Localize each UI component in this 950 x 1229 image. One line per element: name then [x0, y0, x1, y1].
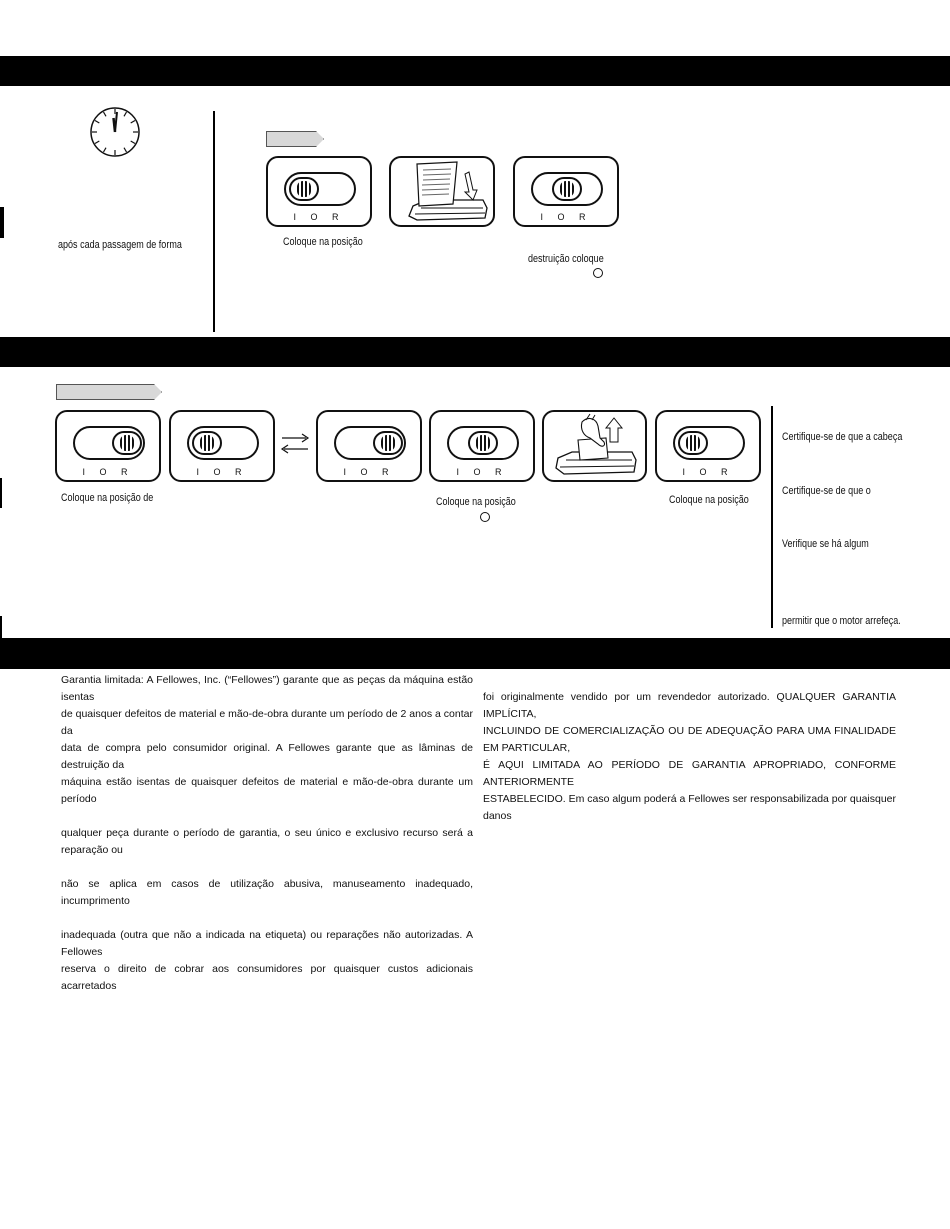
switch-knob-icon — [112, 431, 142, 455]
switch-legend: I O R — [293, 212, 345, 222]
paper-feed-icon — [391, 158, 493, 225]
toggle-arrows-icon — [280, 432, 310, 454]
switch-panel-off — [513, 156, 619, 227]
switch-legend: I O R — [196, 467, 248, 477]
paper-feed-panel — [389, 156, 495, 227]
warranty-line: reserva o direito de cobrar aos consumidores por quaisquer custos adicionais acarretados — [61, 963, 473, 992]
tip-text: Verifique se há algum — [782, 538, 869, 550]
switch-panel-forward — [266, 156, 372, 227]
warranty-right-column — [483, 689, 896, 825]
warranty-line: máquina estão isentas de quaisquer defeitos de material e mão-de-obra durante um período — [61, 776, 473, 805]
switch-panel-reverse — [55, 410, 161, 482]
warranty-line: inadequada (outra que não a indicada na etiqueta) ou reparações não autorizadas. A Fellowes — [61, 929, 473, 958]
edge-mark — [0, 207, 4, 238]
step-caption-1: Coloque na posição de — [61, 492, 154, 504]
warranty-line: Garantia limitada: A Fellowes, Inc. (“Fellowes”) garante que as peças da máquina estão isentas — [61, 674, 473, 703]
section-header-band-1 — [0, 56, 950, 86]
switch-legend: I O R — [343, 467, 395, 477]
warranty-line: qualquer peça durante o período de garantia, o seu único e exclusivo recurso será a reparação ou — [61, 827, 473, 856]
step-caption-3: destruição coloque — [528, 253, 604, 265]
edge-mark — [0, 616, 2, 638]
switch-knob-icon — [552, 177, 582, 201]
column-divider — [771, 406, 773, 628]
switch-legend: I O R — [456, 467, 508, 477]
switch-track — [447, 426, 519, 460]
clock-icon — [89, 106, 141, 158]
warranty-line — [61, 859, 473, 876]
warranty-line: ESTABELECIDO. Em caso algum poderá a Fellowes ser responsabilizada por quaisquer danos — [483, 793, 897, 822]
column-divider — [213, 111, 215, 332]
paper-remove-hand-icon — [544, 412, 645, 480]
clock-caption: após cada passagem de forma — [58, 239, 182, 251]
switch-track — [531, 172, 603, 206]
switch-knob-icon — [192, 431, 222, 455]
switch-panel-forward — [655, 410, 761, 482]
warranty-line: de quaisquer defeitos de material e mão-de-obra durante um período de 2 anos a contar da — [61, 708, 473, 737]
tip-text: Certifique-se de que o — [782, 485, 871, 497]
warranty-line: foi originalmente vendido por um revendedor autorizado. QUALQUER GARANTIA IMPLÍCITA, — [483, 691, 896, 720]
warranty-line: INCLUINDO DE COMERCIALIZAÇÃO OU DE ADEQUAÇÃO PARA UMA FINALIDADE EM PARTICULAR, — [483, 725, 896, 754]
switch-legend: I O R — [540, 212, 592, 222]
warranty-line: data de compra pelo consumidor original. A Fellowes garante que as lâminas de destruição da — [61, 742, 473, 771]
section-header-band-2 — [0, 337, 950, 367]
step-caption-4: Coloque na posição — [436, 496, 516, 508]
switch-track — [73, 426, 145, 460]
switch-track — [673, 426, 745, 460]
switch-knob-icon — [678, 431, 708, 455]
warranty-line — [61, 808, 473, 825]
step-arrow-tag — [266, 131, 324, 147]
section-header-band-3 — [0, 638, 950, 669]
tip-text: permitir que o motor arrefeça. — [782, 615, 901, 627]
off-position-symbol — [480, 512, 490, 522]
warranty-line — [61, 910, 473, 927]
warranty-left-column — [61, 672, 473, 995]
switch-track — [284, 172, 356, 206]
switch-legend: I O R — [82, 467, 134, 477]
tip-text: Certifique-se de que a cabeça — [782, 431, 903, 443]
switch-legend: I O R — [682, 467, 734, 477]
step-caption-1: Coloque na posição — [283, 236, 363, 248]
switch-track — [334, 426, 406, 460]
step-arrow-tag — [56, 384, 162, 400]
warranty-line: não se aplica em casos de utilização abusiva, manuseamento inadequado, incumprimento — [61, 878, 473, 907]
switch-track — [187, 426, 259, 460]
switch-panel-off — [429, 410, 535, 482]
switch-panel-forward — [169, 410, 275, 482]
off-position-symbol — [593, 268, 603, 278]
warranty-line: É AQUI LIMITADA AO PERÍODO DE GARANTIA APROPRIADO, CONFORME ANTERIORMENTE — [483, 759, 896, 788]
switch-knob-icon — [373, 431, 403, 455]
step-caption-6: Coloque na posição — [669, 494, 749, 506]
switch-knob-icon — [468, 431, 498, 455]
paper-remove-panel — [542, 410, 647, 482]
switch-knob-icon — [289, 177, 319, 201]
switch-panel-reverse — [316, 410, 422, 482]
edge-mark — [0, 478, 2, 508]
